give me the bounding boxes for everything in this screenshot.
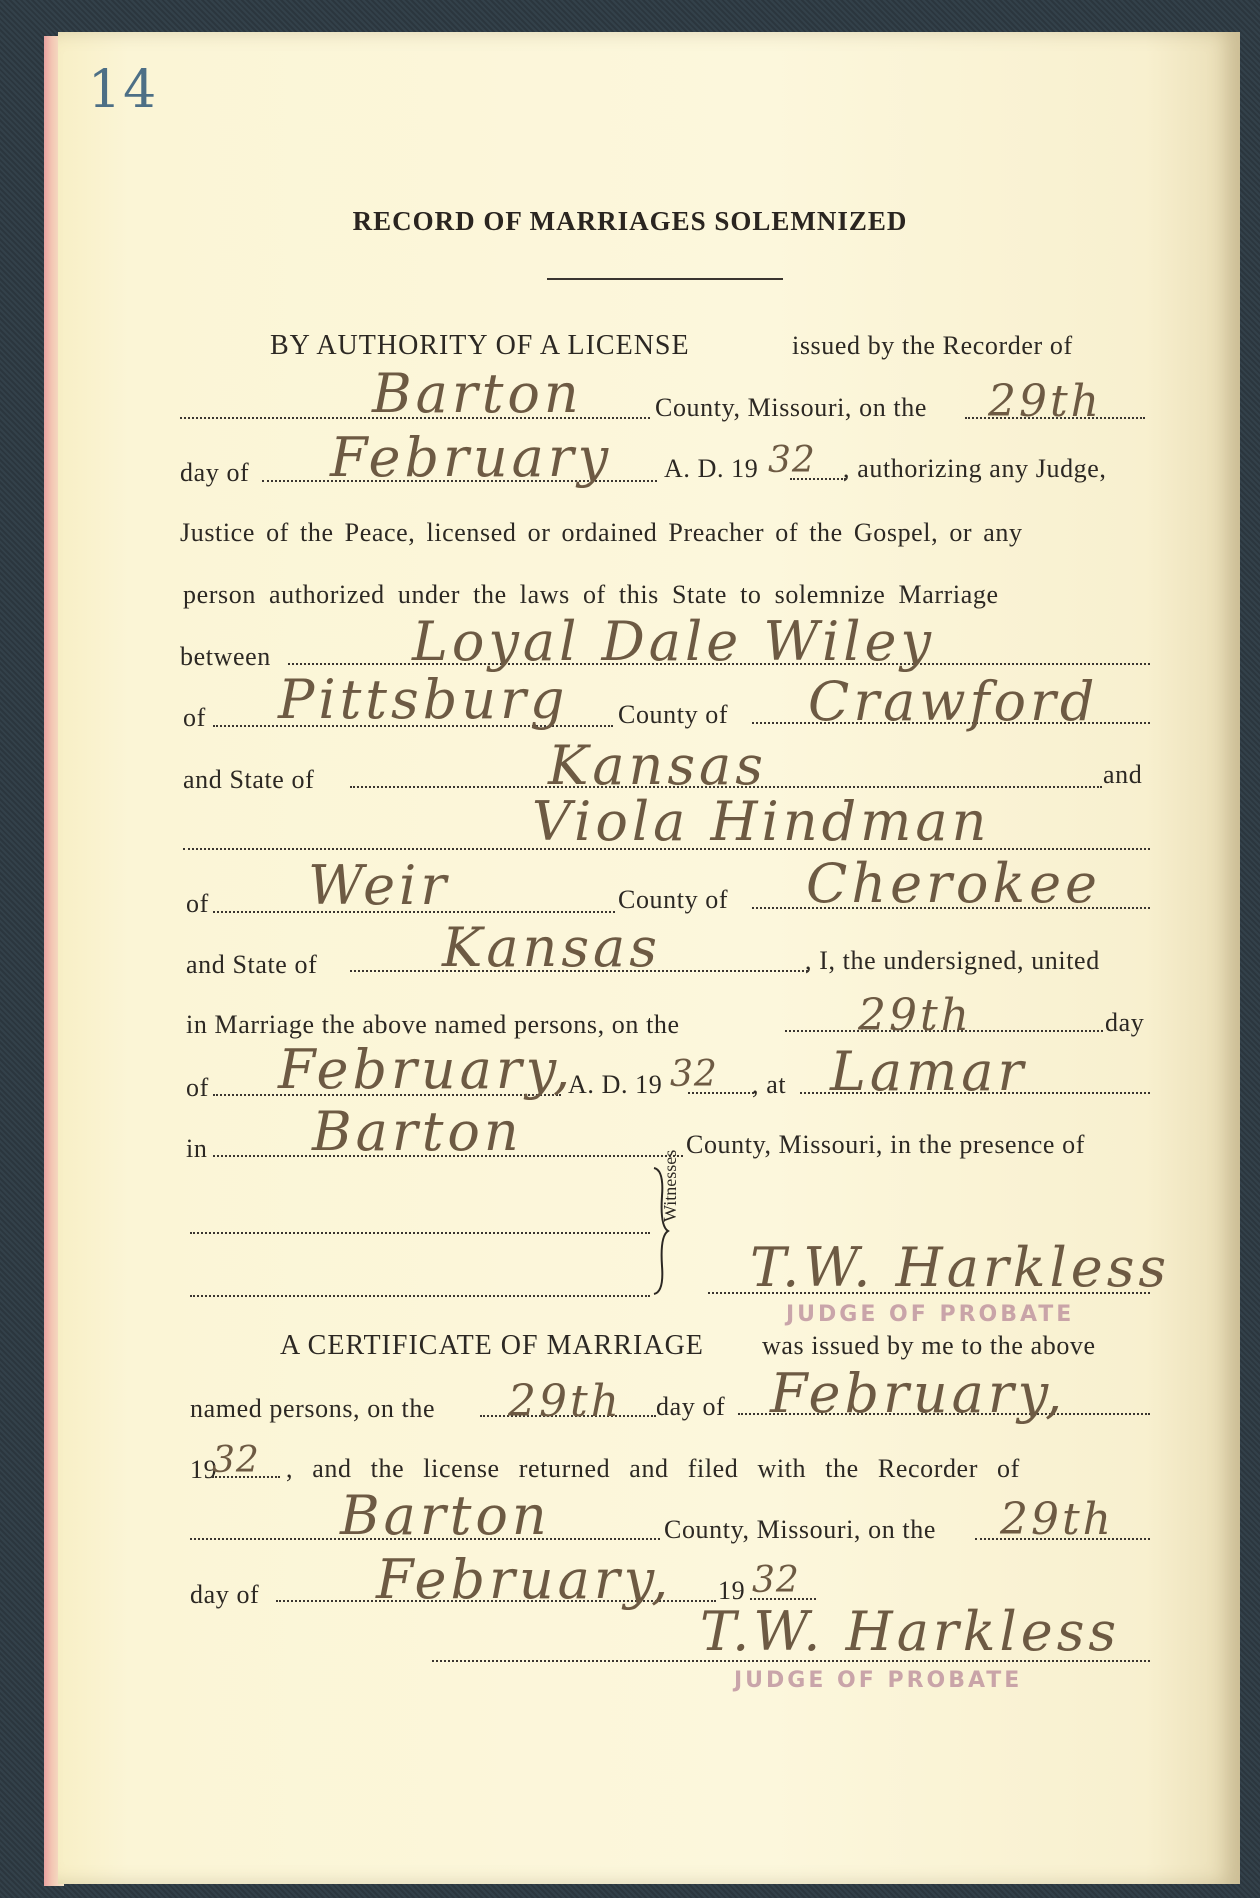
issued-by-text: issued by the Recorder of: [792, 331, 1073, 360]
in-marriage-text: in Marriage the above named persons, on the: [186, 1010, 680, 1039]
license-day-value: 29th: [988, 376, 1103, 427]
county-missouri-text: County, Missouri, on the: [655, 393, 928, 422]
day-of-text: day of: [180, 458, 250, 487]
bride-county-value: Cherokee: [806, 852, 1102, 915]
justice-line-text: Justice of the Peace, licensed or ordained Preacher of the Gospel, or any: [180, 518, 1023, 547]
return-county-value: Barton: [340, 1484, 551, 1547]
and-text: and: [1103, 760, 1143, 789]
marriage-year-value: 32: [670, 1054, 718, 1095]
cert-day-value: 29th: [508, 1376, 623, 1427]
witnesses-label: Witnesses: [660, 1149, 680, 1222]
marriage-of-text: of: [186, 1073, 209, 1102]
groom-state-value: Kansas: [548, 734, 767, 797]
day-text: day: [1105, 1008, 1145, 1037]
cert-year-value: 32: [212, 1440, 260, 1481]
groom-name-value: Loyal Dale Wiley: [412, 610, 935, 673]
groom-of-text: of: [183, 703, 206, 732]
cert-day-of-text: day of: [656, 1392, 726, 1421]
groom-state-of-text: and State of: [183, 765, 315, 794]
officiant-signature: T.W. Harkless: [750, 1236, 1171, 1299]
return-month-value: February,: [376, 1548, 673, 1611]
ad-text-b: A. D. 19: [568, 1070, 663, 1099]
title-rule: [547, 278, 783, 280]
return-county-missouri-text: County, Missouri, on the: [664, 1515, 937, 1544]
undersigned-text: , I, the undersigned, united: [805, 946, 1100, 975]
license-county-value: Barton: [372, 362, 583, 425]
license-returned-text: , and the license returned and filed with the Recorder of: [286, 1454, 1020, 1483]
named-persons-text: named persons, on the: [190, 1394, 436, 1423]
groom-county-of-text: County of: [618, 700, 729, 729]
person-line-text: person authorized under the laws of this State to solemnize Marriage: [183, 580, 999, 609]
witness-line-2: [190, 1295, 650, 1297]
groom-city-value: Pittsburg: [278, 668, 569, 731]
page-number: 14: [88, 60, 159, 120]
ad-text: A. D. 19: [664, 454, 759, 483]
bride-state-of-text: and State of: [186, 950, 318, 979]
bride-county-of-text: County of: [618, 885, 729, 914]
bride-of-text: of: [186, 889, 209, 918]
at-text: , at: [752, 1070, 787, 1099]
issued-by-me-text: was issued by me to the above: [762, 1331, 1096, 1360]
bride-state-value: Kansas: [442, 916, 661, 979]
groom-county-value: Crawford: [808, 670, 1099, 733]
marriage-county-value: Barton: [312, 1100, 523, 1163]
judge-stamp-1: JUDGE OF PROBATE: [786, 1302, 1075, 1327]
cert-month-value: February,: [770, 1362, 1067, 1425]
return-day-of-text: day of: [190, 1580, 260, 1609]
recorder-signature: T.W. Harkless: [700, 1600, 1121, 1663]
marriage-year-line: [688, 1092, 754, 1094]
marriage-month-value: February,: [278, 1038, 575, 1101]
certificate-heading: A CERTIFICATE OF MARRIAGE: [280, 1330, 704, 1361]
page-title: RECORD OF MARRIAGES SOLEMNIZED: [352, 206, 908, 236]
bride-city-value: Weir: [308, 854, 451, 917]
cert-year-line: [212, 1476, 280, 1478]
cert-nineteen-text: 19: [190, 1455, 218, 1484]
witness-line-1: [190, 1232, 650, 1234]
license-month-value: February: [330, 426, 613, 489]
license-year-value: 32: [768, 440, 816, 481]
marriage-place-value: Lamar: [830, 1040, 1028, 1103]
return-nineteen-text: 19: [718, 1576, 746, 1605]
return-year-value: 32: [752, 1560, 800, 1601]
between-text: between: [180, 642, 271, 671]
presence-of-text: County, Missouri, in the presence of: [686, 1130, 1086, 1159]
judge-stamp-2: JUDGE OF PROBATE: [734, 1668, 1023, 1693]
marriage-in-text: in: [186, 1134, 208, 1163]
license-year-line: [790, 478, 846, 480]
bride-name-value: Viola Hindman: [532, 790, 991, 853]
marriage-day-value: 29th: [858, 990, 973, 1041]
by-authority-heading: BY AUTHORITY OF A LICENSE: [270, 330, 690, 361]
return-day-value: 29th: [1000, 1494, 1115, 1545]
authorizing-text: , authorizing any Judge,: [843, 454, 1107, 483]
